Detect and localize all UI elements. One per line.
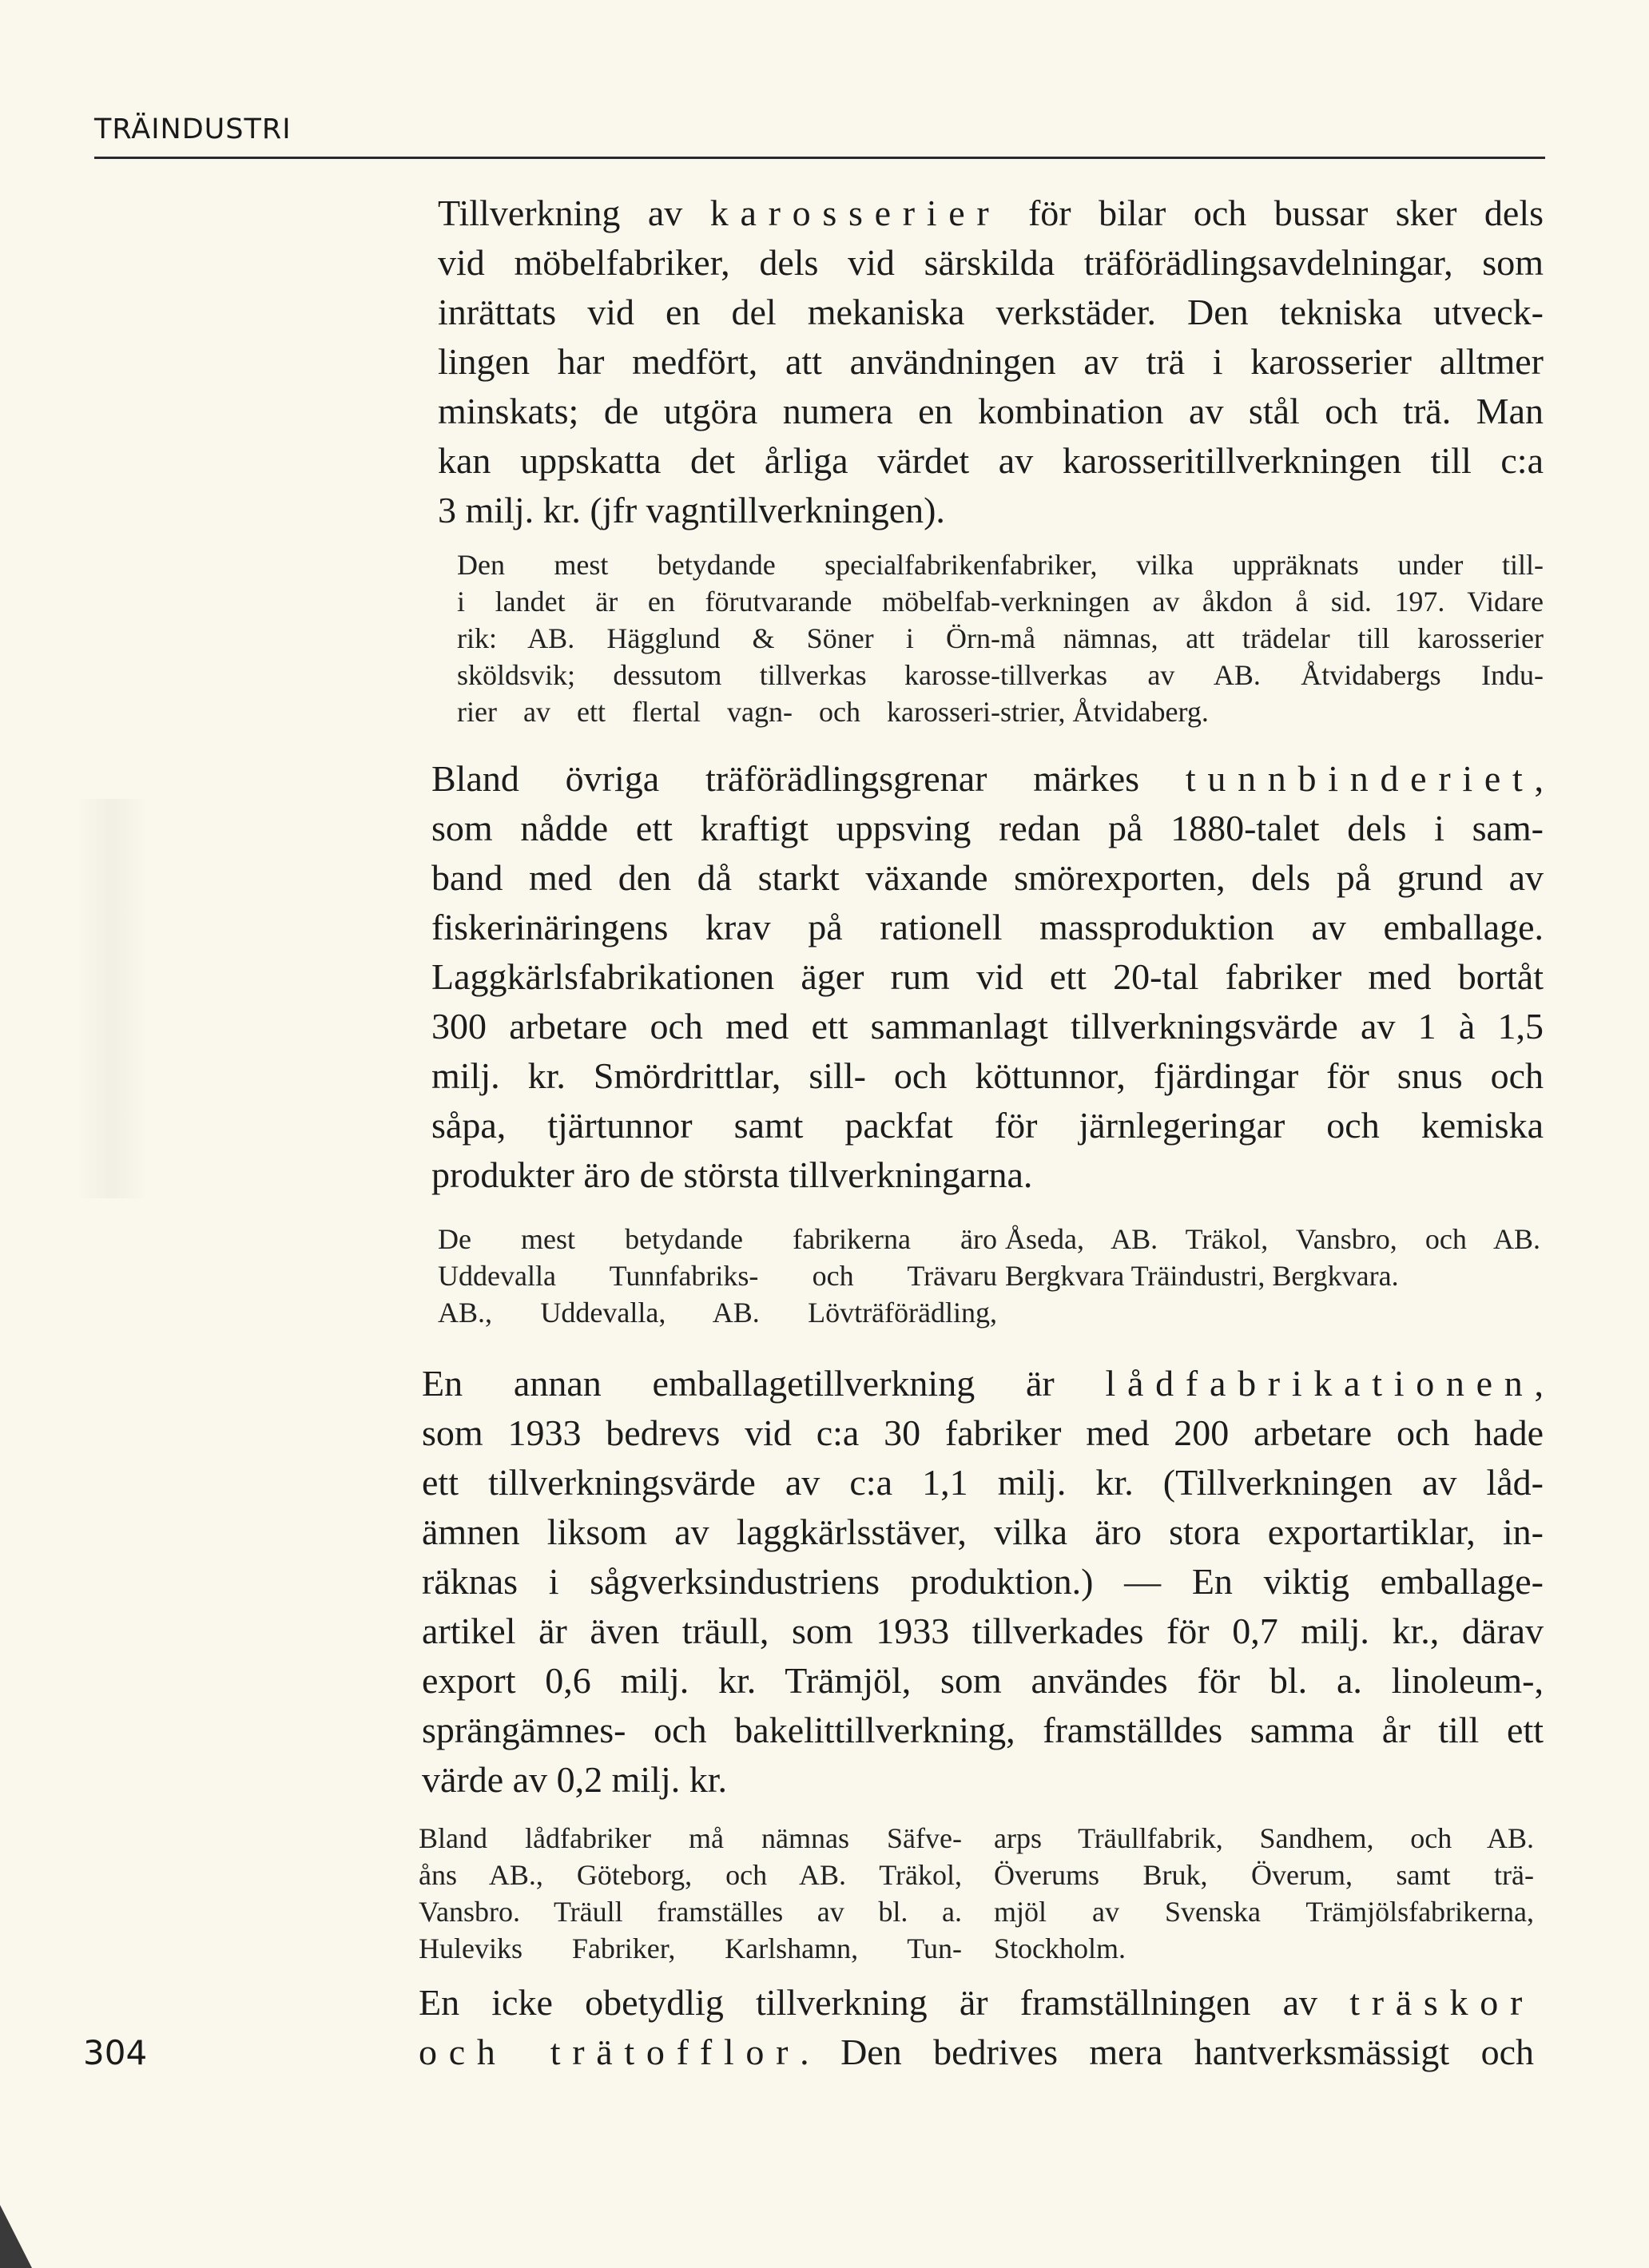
text-line: export 0,6 milj. kr. Trämjöl, som användes för bl. a. linoleum-,: [422, 1660, 1544, 1701]
note-column-right: Åseda, AB. Träkol, Vansbro, och AB. Bergkvara Träindustri, Bergkvara.: [1005, 1223, 1540, 1292]
running-head: TRÄINDUSTRI: [94, 113, 292, 145]
paragraph-ladfabrikationen: [422, 1359, 1544, 1805]
paragraph-traskor: [419, 1978, 1534, 2077]
text-line: fiskerinäringens krav på rationell massproduktion av emballage.: [431, 907, 1544, 947]
text-line: Laggkärlsfabrikationen äger rum vid ett 20-tal fabriker med bortåt: [431, 956, 1544, 997]
text-line: värde av 0,2 milj. kr.: [422, 1759, 727, 1800]
text-line: 3 milj. kr. (jfr vagntillverkningen).: [438, 490, 945, 530]
footnotes-karosserier: [457, 546, 1544, 730]
spaced-term: och trätofflor: [419, 2032, 801, 2072]
text-line: ett tillverkningsvärde av c:a 1,1 milj. kr. (Tillverkningen av låd-: [422, 1462, 1544, 1503]
text-line: som nådde ett kraftigt uppsving redan på 1880-talet dels i sam-: [431, 808, 1544, 848]
text-line: produkter äro de största tillverkningarna.: [431, 1154, 1033, 1195]
text-line: och trätofflor. Den bedrives mera hantverksmässigt och: [419, 2032, 1535, 2072]
text-line: räknas i sågverksindustriens produktion.) — En viktig emballage-: [422, 1561, 1544, 1602]
note-column-right: arps Träullfabrik, Sandhem, och AB. Överums Bruk, Överum, samt trä- mjöl av Svenska Trämjölsfabrikerna, Stockholm.: [994, 1822, 1534, 1964]
text-line: 300 arbetare och med ett sammanlagt tillverkningsvärde av 1 à 1,5: [431, 1006, 1544, 1047]
paragraph-tunnbinderiet: [431, 754, 1544, 1200]
note-column-left: De mest betydande fabrikerna äro Uddevalla Tunnfabriks- och Trävaru AB., Uddevalla, AB. Lövträförädling,: [438, 1223, 997, 1329]
spaced-term: karosserier: [709, 193, 1001, 233]
note-column-right: fabriker, vilka uppräknats under till- verkningen av åkdon å sid. 197. Vidare må nämnas, att trädelar till karosserier tillverkas av AB. Åtvidabergs Indu- strier, Åtvidaberg.: [1000, 549, 1544, 728]
text-line: minskats; de utgöra numera en kombination av stål och trä. Man: [438, 391, 1544, 431]
text-line: Bland övriga träförädlingsgrenar märkes tunnbinderiet,: [431, 758, 1544, 799]
text-line: artikel är även träull, som 1933 tillverkades för 0,7 milj. kr., därav: [422, 1611, 1544, 1651]
scan-edge-mark: [0, 2205, 32, 2268]
text-line: En icke obetydlig tillverkning är framställningen av träskor: [419, 1982, 1534, 2023]
text-line: kan uppskatta det årliga värdet av karosseritillverkningen till c:a: [438, 440, 1544, 481]
text-line: milj. kr. Smördrittlar, sill- och köttunnor, fjärdingar för snus och: [431, 1055, 1544, 1096]
spaced-term: lådfabrikationen: [1105, 1363, 1535, 1404]
footnotes-tunnbinderiet: [438, 1221, 1540, 1331]
text-line: band med den då starkt växande smörexporten, dels på grund av: [431, 857, 1544, 898]
text-line: som 1933 bedrevs vid c:a 30 fabriker med 200 arbetare och hade: [422, 1412, 1544, 1453]
text-line: såpa, tjärtunnor samt packfat för järnlegeringar och kemiska: [431, 1105, 1544, 1146]
paragraph-karosserier: [438, 189, 1544, 535]
text-line: En annan emballagetillverkning är lådfabrikationen,: [422, 1363, 1544, 1404]
footnotes-ladfabrikationen: [419, 1820, 1534, 1967]
text-line: vid möbelfabriker, dels vid särskilda träförädlingsavdelningar, som: [438, 242, 1544, 283]
spaced-term: träskor: [1349, 1982, 1534, 2023]
page-number: 304: [83, 2033, 148, 2072]
header-rule: [94, 157, 1545, 159]
text-line: ämnen liksom av laggkärlsstäver, vilka äro stora exportartiklar, in-: [422, 1511, 1544, 1552]
text-line: Tillverkning av karosserier för bilar och bussar sker dels: [438, 193, 1544, 233]
spaced-term: tunnbinderiet: [1185, 758, 1535, 799]
text-line: inrättats vid en del mekaniska verkstäder. Den tekniska utveck-: [438, 292, 1544, 332]
text-line: sprängämnes- och bakelittillverkning, framställdes samma år till ett: [422, 1710, 1544, 1750]
note-column-left: Den mest betydande specialfabriken i landet är en förutvarande möbelfab- rik: AB. Hägglund & Söner i Örn- sköldsvik; dessutom tillverkas karosse- rier av ett flertal vagn- och karosseri-: [457, 549, 1000, 728]
scan-shadow: [76, 799, 148, 1198]
note-column-left: Bland lådfabriker må nämnas Säfve- åns AB., Göteborg, och AB. Träkol, Vansbro. Träull framställes av bl. a. Huleviks Fabriker, Karlshamn, Tun-: [419, 1822, 962, 1964]
text-line: lingen har medfört, att användningen av trä i karosserier alltmer: [438, 341, 1544, 382]
